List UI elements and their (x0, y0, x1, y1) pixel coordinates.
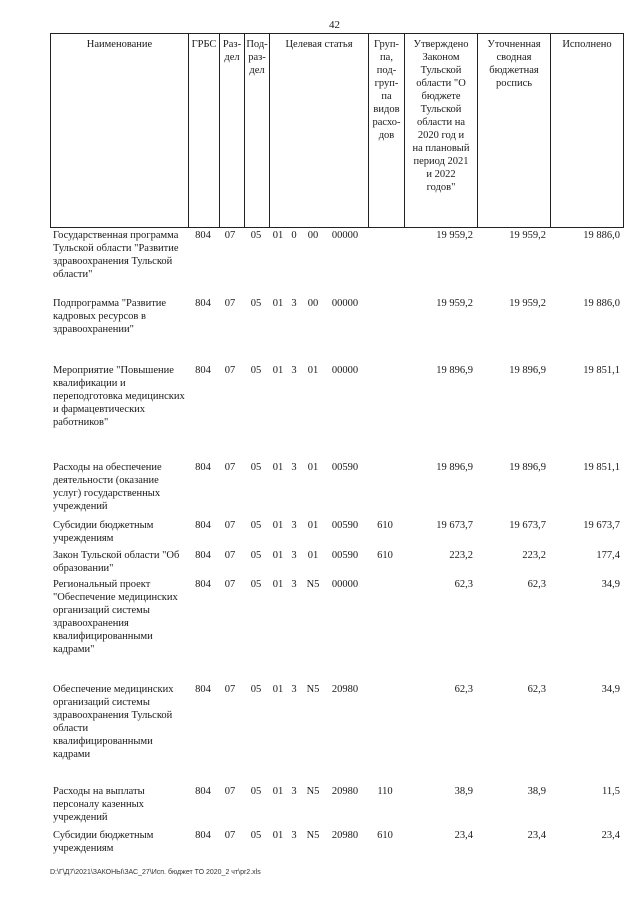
cell-name: Региональный проект "Обеспечение медицинских организаций системы здравоохранения квалифицированными кадрами" (53, 579, 178, 655)
cell-podrazdel: 05 (250, 230, 262, 241)
cell-approved: 19 959,2 (436, 298, 473, 309)
cell-ts2: 3 (291, 830, 297, 841)
cell-vid: 610 (377, 520, 393, 531)
cell-name: Расходы на обеспечение деятельности (оказание услуг) государственных учреждений (53, 462, 162, 512)
cell-approved: 19 896,9 (436, 365, 473, 376)
cell-refined: 38,9 (527, 786, 546, 797)
cell-executed: 11,5 (602, 786, 620, 797)
cell-executed: 19 673,7 (583, 520, 620, 531)
cell-refined: 19 959,2 (509, 298, 546, 309)
cell-razdel: 07 (224, 462, 236, 473)
cell-ts2: 3 (291, 520, 297, 531)
cell-razdel: 07 (224, 786, 236, 797)
cell-podrazdel: 05 (250, 684, 262, 695)
cell-approved: 19 896,9 (436, 462, 473, 473)
cell-name: Мероприятие "Повышение квалификации и переподготовка медицинских и фармацевтических работников" (53, 365, 185, 428)
cell-ts1: 01 (272, 520, 284, 531)
cell-vid: 110 (377, 786, 393, 797)
cell-ts4: 00000 (331, 365, 359, 376)
cell-name: Субсидии бюджетным учреждениям (53, 520, 154, 544)
cell-razdel: 07 (224, 579, 236, 590)
cell-podrazdel: 05 (250, 365, 262, 376)
cell-executed: 19 886,0 (583, 230, 620, 241)
cell-approved: 19 959,2 (436, 230, 473, 241)
cell-refined: 62,3 (527, 579, 546, 590)
cell-name: Обеспечение медицинских организаций системы здравоохранения Тульской области квалифицированными кадрами (53, 684, 174, 760)
cell-ts3: 00 (307, 298, 319, 309)
cell-ts3: 00 (307, 230, 319, 241)
cell-refined: 19 959,2 (509, 230, 546, 241)
cell-razdel: 07 (224, 684, 236, 695)
cell-grbs: 804 (195, 365, 211, 376)
cell-ts4: 00590 (331, 520, 359, 531)
cell-ts1: 01 (272, 462, 284, 473)
cell-razdel: 07 (224, 230, 236, 241)
cell-ts1: 01 (272, 365, 284, 376)
cell-grbs: 804 (195, 298, 211, 309)
cell-ts4: 20980 (331, 684, 359, 695)
cell-ts3: 01 (307, 365, 319, 376)
cell-ts4: 00590 (331, 550, 359, 561)
cell-podrazdel: 05 (250, 550, 262, 561)
cell-ts4: 00000 (331, 298, 359, 309)
page-number: 42 (329, 19, 340, 31)
cell-ts1: 01 (272, 684, 284, 695)
cell-grbs: 804 (195, 230, 211, 241)
cell-refined: 223,2 (522, 550, 546, 561)
cell-ts3: 01 (307, 462, 319, 473)
cell-approved: 19 673,7 (436, 520, 473, 531)
cell-executed: 19 886,0 (583, 298, 620, 309)
cell-razdel: 07 (224, 365, 236, 376)
cell-ts2: 3 (291, 365, 297, 376)
cell-ts3: N5 (306, 786, 320, 797)
cell-ts2: 0 (291, 230, 297, 241)
cell-ts4: 00590 (331, 462, 359, 473)
cell-ts2: 3 (291, 298, 297, 309)
cell-podrazdel: 05 (250, 298, 262, 309)
cell-refined: 19 673,7 (509, 520, 546, 531)
cell-grbs: 804 (195, 520, 211, 531)
cell-grbs: 804 (195, 550, 211, 561)
cell-ts2: 3 (291, 462, 297, 473)
cell-approved: 38,9 (454, 786, 473, 797)
cell-ts1: 01 (272, 579, 284, 590)
cell-grbs: 804 (195, 684, 211, 695)
cell-ts1: 01 (272, 230, 284, 241)
cell-name: Подпрограмма "Развитие кадровых ресурсов в здравоохранении" (53, 298, 167, 335)
cell-podrazdel: 05 (250, 462, 262, 473)
cell-podrazdel: 05 (250, 520, 262, 531)
cell-refined: 19 896,9 (509, 462, 546, 473)
cell-ts4: 20980 (331, 786, 359, 797)
cell-refined: 19 896,9 (509, 365, 546, 376)
cell-razdel: 07 (224, 298, 236, 309)
cell-ts1: 01 (272, 298, 284, 309)
cell-ts2: 3 (291, 579, 297, 590)
cell-grbs: 804 (195, 579, 211, 590)
cell-ts3: 01 (307, 520, 319, 531)
cell-ts1: 01 (272, 786, 284, 797)
cell-ts1: 01 (272, 550, 284, 561)
cell-ts4: 00000 (331, 230, 359, 241)
cell-ts2: 3 (291, 786, 297, 797)
cell-ts4: 00000 (331, 579, 359, 590)
cell-approved: 223,2 (449, 550, 473, 561)
cell-razdel: 07 (224, 830, 236, 841)
cell-refined: 62,3 (527, 684, 546, 695)
cell-ts2: 3 (291, 684, 297, 695)
header-razdel: Раз- дел (219, 34, 244, 227)
cell-razdel: 07 (224, 520, 236, 531)
budget-table (50, 33, 624, 854)
cell-ts2: 3 (291, 550, 297, 561)
cell-podrazdel: 05 (250, 786, 262, 797)
cell-name: Закон Тульской области "Об образовании" (53, 550, 180, 574)
cell-approved: 62,3 (454, 579, 473, 590)
cell-approved: 62,3 (454, 684, 473, 695)
cell-grbs: 804 (195, 462, 211, 473)
header-expense-type: Груп- па, под- груп- па видов расхо- дов (368, 34, 404, 227)
cell-executed: 177,4 (596, 550, 620, 561)
header-target-article: Целевая статья (269, 34, 368, 227)
cell-executed: 19 851,1 (583, 462, 620, 473)
file-path-footer: D:\Г\Д7\2021\ЗАКОНЫ\ЗАС_27\Исп. бюджет ТО 2020_2 чт\pr2.xls (50, 869, 261, 876)
cell-name: Расходы на выплаты персоналу казенных учреждений (53, 786, 145, 823)
cell-ts1: 01 (272, 830, 284, 841)
cell-razdel: 07 (224, 550, 236, 561)
cell-vid: 610 (377, 830, 393, 841)
cell-grbs: 804 (195, 830, 211, 841)
cell-ts3: N5 (306, 830, 320, 841)
cell-approved: 23,4 (454, 830, 473, 841)
table-header (50, 33, 624, 228)
header-name: Наименование (50, 34, 188, 227)
header-executed: Исполнено (550, 34, 624, 227)
cell-executed: 34,9 (601, 579, 620, 590)
cell-podrazdel: 05 (250, 579, 262, 590)
cell-executed: 34,9 (601, 684, 620, 695)
cell-vid: 610 (377, 550, 393, 561)
cell-podrazdel: 05 (250, 830, 262, 841)
header-approved: Утверждено Законом Тульской области "О бюджете Тульской области на 2020 год и на плановый период 2021 и 2022 годов" (404, 34, 477, 227)
cell-executed: 19 851,1 (583, 365, 620, 376)
cell-executed: 23,4 (601, 830, 620, 841)
cell-ts3: 01 (307, 550, 319, 561)
header-podrazdel: Под- раз- дел (244, 34, 269, 227)
header-grbs: ГРБС (188, 34, 219, 227)
cell-ts3: N5 (306, 684, 320, 695)
cell-name: Субсидии бюджетным учреждениям (53, 830, 154, 854)
cell-ts4: 20980 (331, 830, 359, 841)
cell-refined: 23,4 (527, 830, 546, 841)
cell-grbs: 804 (195, 786, 211, 797)
cell-name: Государственная программа Тульской области "Развитие здравоохранения Тульской области" (53, 230, 179, 280)
cell-ts3: N5 (306, 579, 320, 590)
header-refined: Уточненная сводная бюджетная роспись (477, 34, 550, 227)
